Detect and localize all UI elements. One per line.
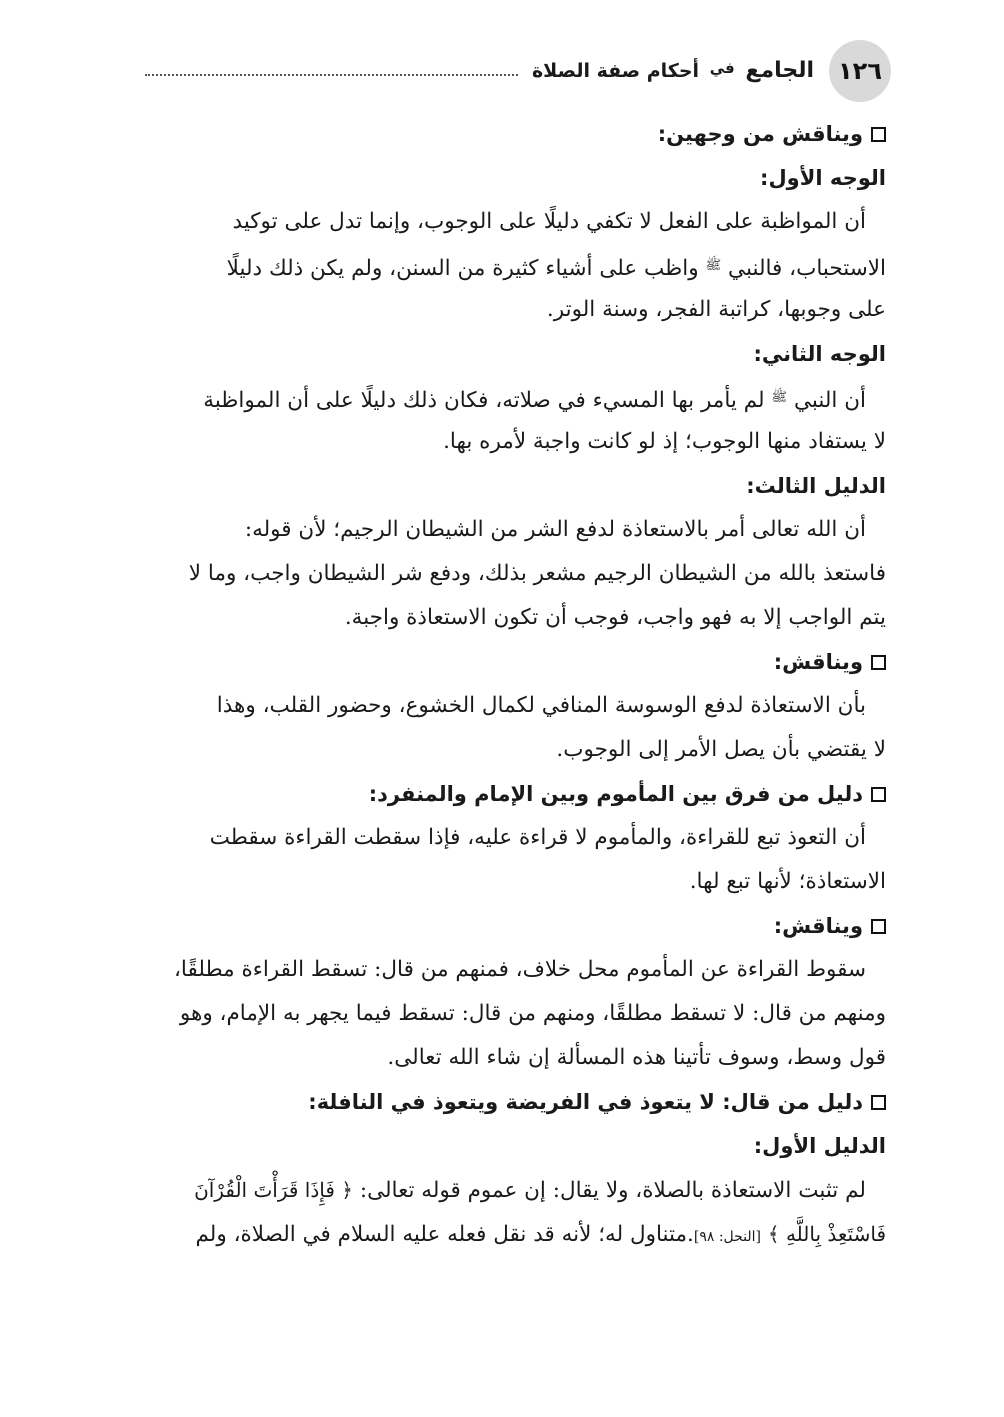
subheading: [145, 1124, 886, 1168]
checkbox-icon: [871, 127, 886, 142]
main-text: [145, 112, 886, 1256]
paragraph-line: أن الله تعالى أمر بالاستعاذة لدفع الشر من الشيطان الرجيم؛ لأن قوله:: [244, 517, 866, 542]
heading-text: الدليل الأول:: [753, 1134, 886, 1158]
checkbox-icon: [871, 655, 886, 670]
paragraph-line: ومنهم من قال: لا تسقط مطلقًا، ومنهم من قال: تسقط فيما يجهر به الإمام، وهو: [179, 1001, 886, 1026]
paragraph-line: يتم الواجب إلا به فهو واجب، فوجب أن تكون الاستعاذة واجبة.: [344, 605, 886, 630]
honorific-glyph: ﷺ: [771, 390, 788, 405]
paragraph-line: فاستعذ بالله من الشيطان الرجيم مشعر بذلك، ودفع شر الشيطان واجب، وما لا: [188, 561, 886, 586]
paragraph-line: أن النبي $^ﷺ$ لم يأمر بها المسيء في صلاته، فكان ذلك دليلًا على أن المواظبة: [203, 388, 866, 413]
section-heading: [145, 640, 886, 684]
checkbox-icon: [871, 1095, 886, 1110]
verse-reference: [النحل: ٩٨]: [693, 1229, 762, 1245]
heading-text: ويناقش من وجهين:: [657, 122, 863, 146]
running-head: [145, 52, 814, 88]
quran-verse: ﴿ فَإِذَا قَرَأْتَ الْقُرْآنَ: [194, 1178, 353, 1202]
checkbox-icon: [871, 919, 886, 934]
subheading: [145, 464, 886, 508]
book-title-rest: أحكام صفة الصلاة: [531, 59, 700, 82]
section-heading: [145, 904, 886, 948]
heading-text: الدليل الثالث:: [746, 474, 886, 498]
heading-text: ويناقش:: [773, 650, 863, 674]
paragraph-line: أن التعوذ تبع للقراءة، والمأموم لا قراءة عليه، فإذا سقطت القراءة سقطت: [209, 825, 866, 850]
heading-text: دليل من قال: لا يتعوذ في الفريضة ويتعوذ في النافلة:: [308, 1090, 863, 1114]
paragraph-line: لا يقتضي بأن يصل الأمر إلى الوجوب.: [556, 737, 886, 762]
checkbox-icon: [871, 787, 886, 802]
paragraph-line: بأن الاستعاذة لدفع الوسوسة المنافي لكمال الخشوع، وحضور القلب، وهذا: [216, 693, 866, 718]
section-heading: [145, 772, 886, 816]
paragraph-line: أن المواظبة على الفعل لا تكفي دليلًا على الوجوب، وإنما تدل على توكيد: [232, 209, 866, 234]
paragraph-line: سقوط القراءة عن المأموم محل خلاف، فمنهم من قال: تسقط القراءة مطلقًا،: [173, 957, 866, 982]
subheading: [145, 332, 886, 376]
heading-text: الوجه الأول:: [760, 166, 886, 190]
heading-text: ويناقش:: [773, 914, 863, 938]
page-number-text: ١٢٦: [838, 57, 882, 85]
header-dotted-leader: [145, 74, 518, 76]
paragraph-line: الاستحباب، فالنبي $^ﷺ$ واظب على أشياء كثيرة من السنن، ولم يكن ذلك دليلًا: [226, 256, 886, 281]
page-number: [829, 40, 891, 102]
book-title: [532, 58, 814, 83]
section-heading: [145, 112, 886, 156]
quran-verse: فَاسْتَعِذْ بِاللَّهِ ﴾: [767, 1222, 886, 1246]
heading-text: دليل من فرق بين المأموم وبين الإمام والمنفرد:: [368, 782, 863, 806]
paragraph-line: الاستعاذة؛ لأنها تبع لها.: [689, 869, 886, 894]
paragraph-line: لم تثبت الاستعاذة بالصلاة، ولا يقال: إن عموم قوله تعالى: ﴿ فَإِذَا قَرَأْتَ الْقُرْآنَ: [194, 1178, 866, 1203]
paragraph-line: قول وسط، وسوف تأتينا هذه المسألة إن شاء الله تعالى.: [387, 1045, 886, 1070]
paragraph-line: فَاسْتَعِذْ بِاللَّهِ ﴾ [النحل: ٩٨].متناول له؛ لأنه قد نقل فعله عليه السلام في الصلاة، ولم: [195, 1222, 886, 1247]
section-heading: [145, 1080, 886, 1124]
subheading: [145, 156, 886, 200]
honorific-glyph: ﷺ: [705, 258, 722, 273]
book-title-fi: في: [709, 58, 735, 77]
heading-text: الوجه الثاني:: [753, 342, 886, 366]
paragraph-line: على وجوبها، كراتبة الفجر، وسنة الوتر.: [546, 297, 886, 322]
book-title-main: الجامع: [745, 57, 814, 83]
paragraph-line: لا يستفاد منها الوجوب؛ إذ لو كانت واجبة لأمره بها.: [443, 429, 886, 454]
